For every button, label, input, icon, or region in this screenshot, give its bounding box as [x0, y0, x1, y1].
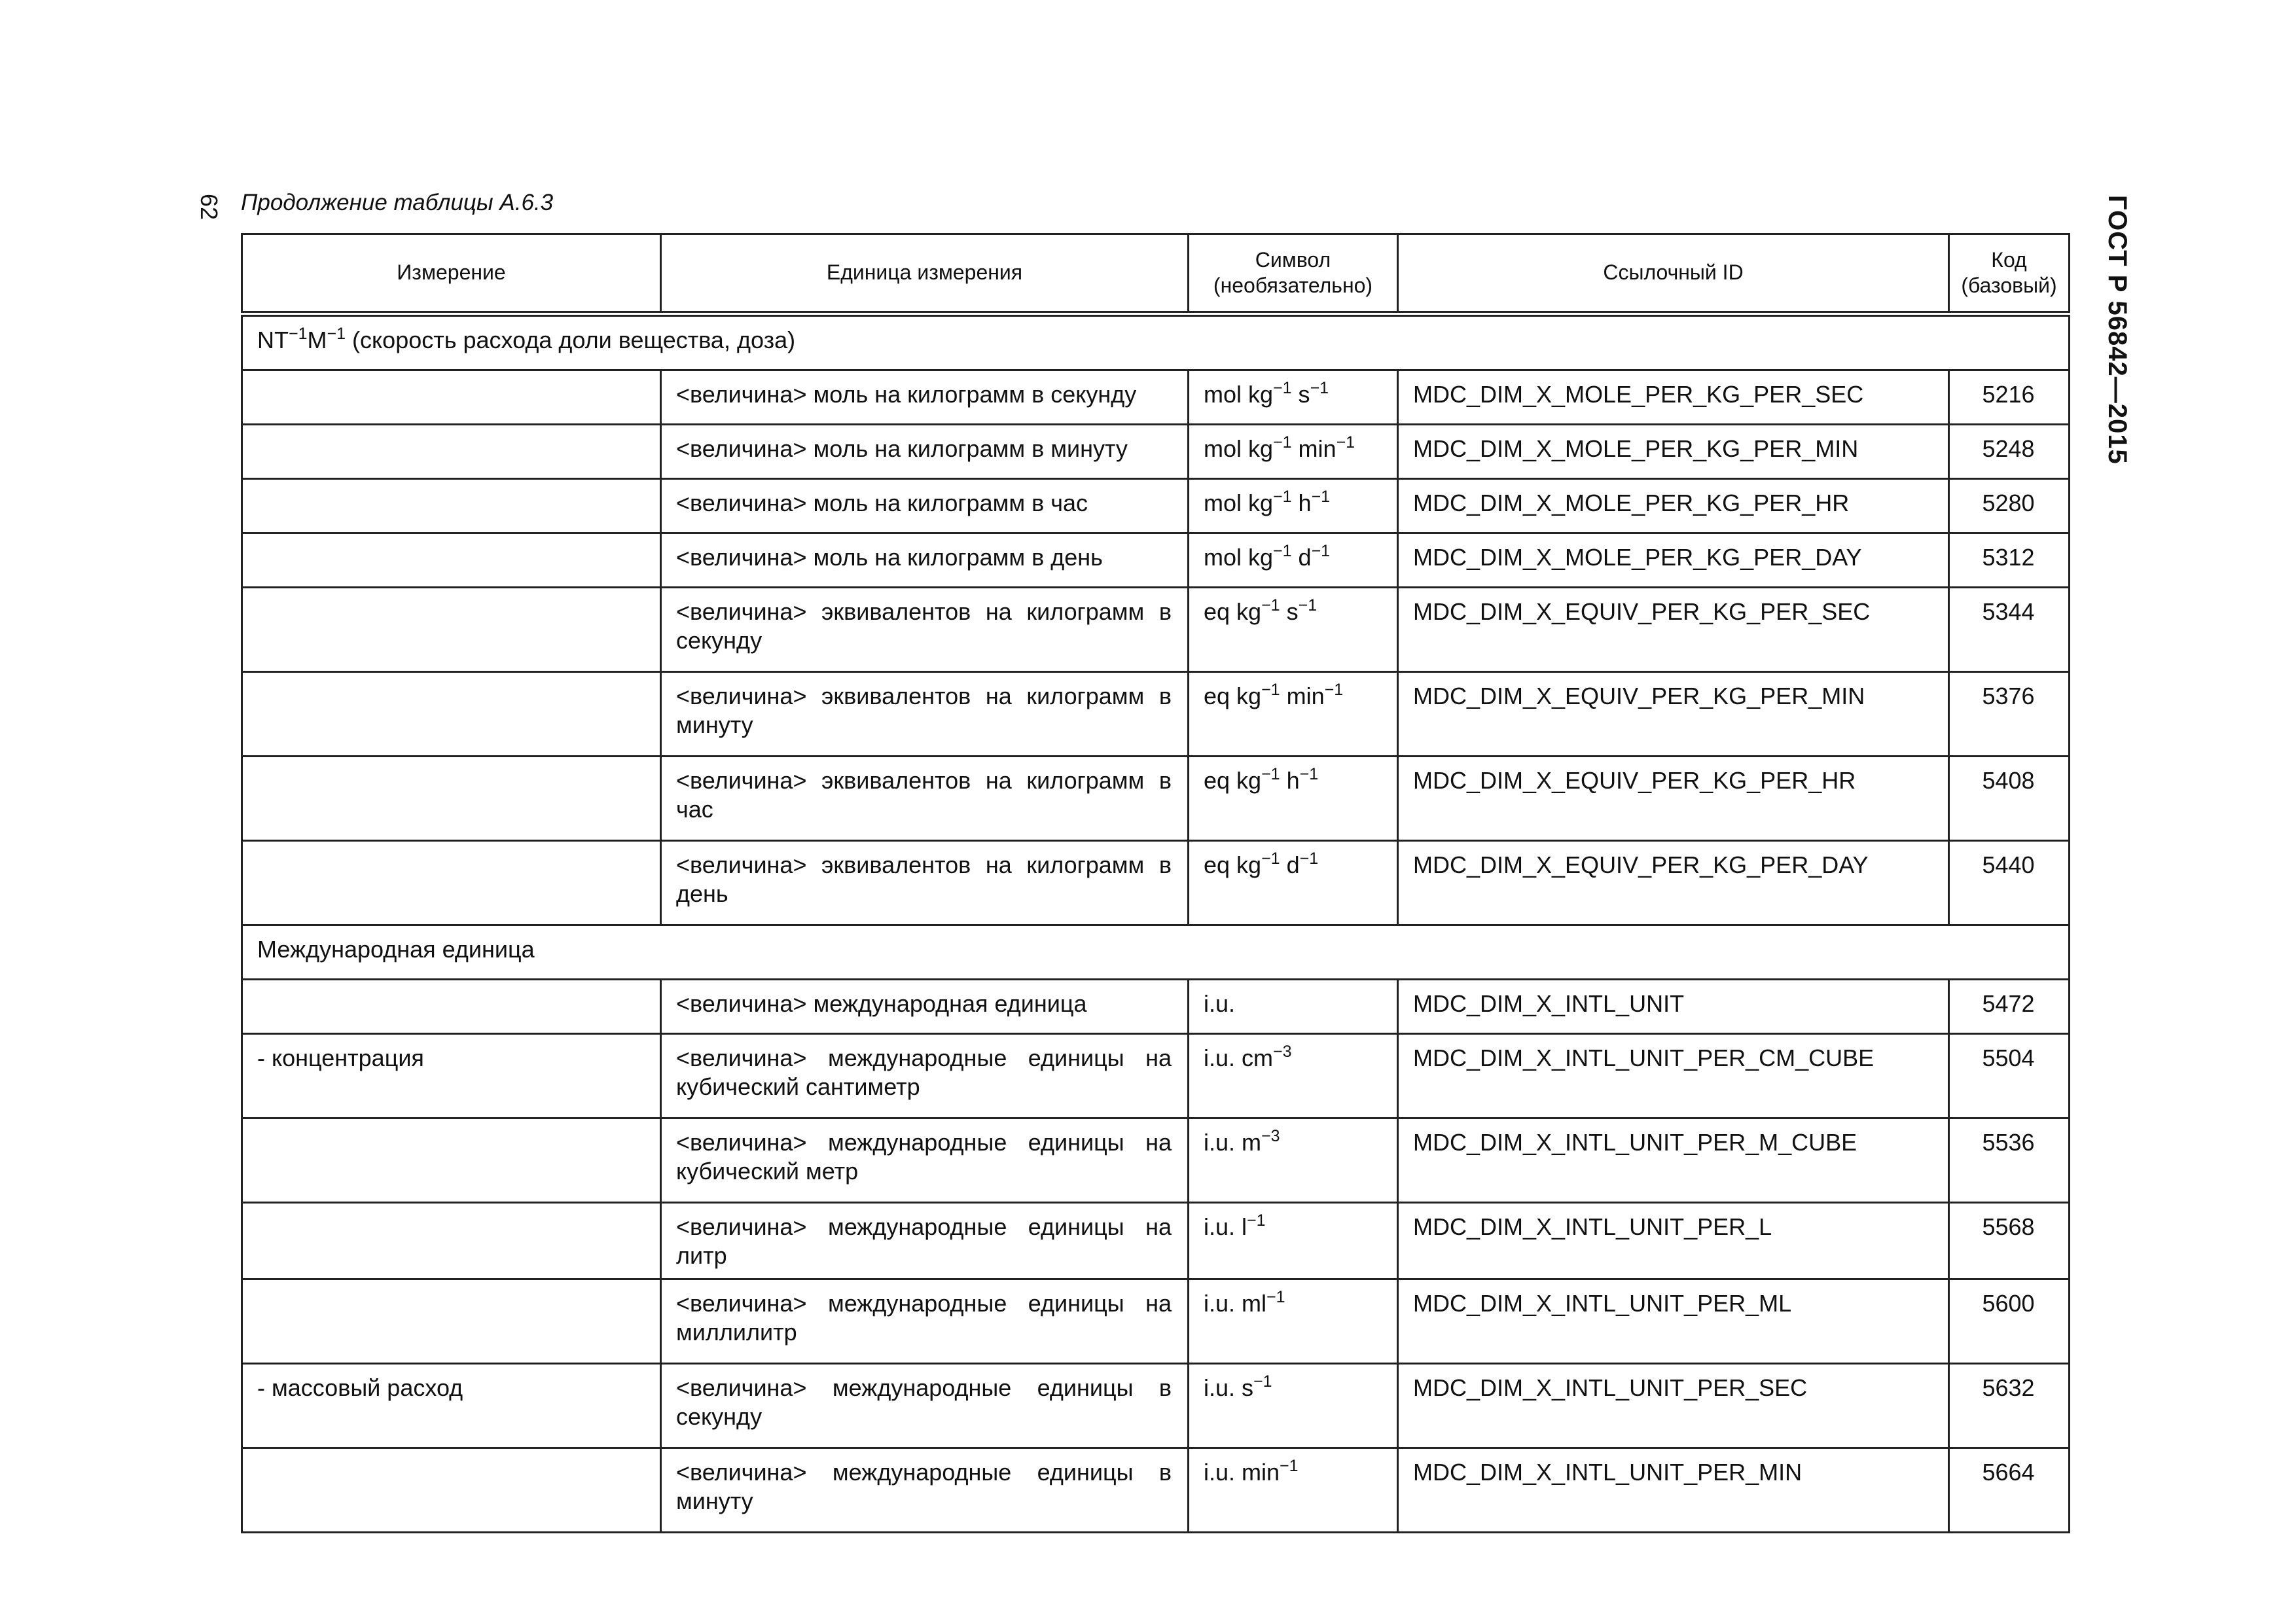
table-row	[242, 1118, 2070, 1203]
cell-ref-id: MDC_DIM_X_INTL_UNIT	[1398, 980, 1949, 1034]
cell-unit: <величина> международные единицы в секунду	[661, 1363, 1189, 1448]
header-code: Код (базовый)	[1949, 234, 2070, 314]
cell-code: 5280	[1949, 479, 2070, 533]
cell-code: 5248	[1949, 425, 2070, 479]
cell-ref-id: MDC_DIM_X_EQUIV_PER_KG_PER_HR	[1398, 757, 1949, 841]
group-row	[242, 314, 2070, 370]
table-row	[242, 1034, 2070, 1118]
cell-code: 5568	[1949, 1203, 2070, 1279]
table-row	[242, 1448, 2070, 1532]
cell-unit: <величина> моль на килограмм в минуту	[661, 425, 1189, 479]
cell-dimension: - массовый расход	[242, 1363, 661, 1448]
cell-code: 5216	[1949, 370, 2070, 425]
cell-code: 5408	[1949, 757, 2070, 841]
cell-dimension	[242, 980, 661, 1034]
cell-symbol: i.u. $s^{-1}$	[1189, 1363, 1398, 1448]
cell-symbol: i.u. $\min^{-1}$	[1189, 1448, 1398, 1532]
table-row	[242, 588, 2070, 672]
cell-dimension	[242, 479, 661, 533]
cell-ref-id: MDC_DIM_X_INTL_UNIT_PER_SEC	[1398, 1363, 1949, 1448]
units-table	[241, 233, 2070, 1533]
cell-code: 5504	[1949, 1034, 2070, 1118]
cell-dimension: - концентрация	[242, 1034, 661, 1118]
cell-ref-id: MDC_DIM_X_MOLE_PER_KG_PER_SEC	[1398, 370, 1949, 425]
cell-ref-id: MDC_DIM_X_EQUIV_PER_KG_PER_SEC	[1398, 588, 1949, 672]
cell-code: 5440	[1949, 841, 2070, 925]
cell-unit: <величина> международная единица	[661, 980, 1189, 1034]
cell-unit: <величина> моль на килограмм в день	[661, 533, 1189, 588]
cell-dimension	[242, 1448, 661, 1532]
table-row	[242, 757, 2070, 841]
cell-code: 5536	[1949, 1118, 2070, 1203]
cell-ref-id: MDC_DIM_X_EQUIV_PER_KG_PER_MIN	[1398, 672, 1949, 757]
cell-code: 5312	[1949, 533, 2070, 588]
cell-symbol: i.u. $l^{-1}$	[1189, 1203, 1398, 1279]
cell-symbol: eq $kg^{-1}$ $\min^{-1}$	[1189, 672, 1398, 757]
cell-unit: <величина> моль на килограмм в час	[661, 479, 1189, 533]
cell-symbol: eq $kg^{-1}$ $s^{-1}$	[1189, 588, 1398, 672]
cell-ref-id: MDC_DIM_X_INTL_UNIT_PER_ML	[1398, 1279, 1949, 1363]
cell-ref-id: MDC_DIM_X_INTL_UNIT_PER_MIN	[1398, 1448, 1949, 1532]
cell-dimension	[242, 370, 661, 425]
cell-dimension	[242, 672, 661, 757]
cell-ref-id: MDC_DIM_X_INTL_UNIT_PER_M_CUBE	[1398, 1118, 1949, 1203]
cell-symbol: i.u.	[1189, 980, 1398, 1034]
cell-ref-id: MDC_DIM_X_INTL_UNIT_PER_L	[1398, 1203, 1949, 1279]
cell-code: 5664	[1949, 1448, 2070, 1532]
cell-unit: <величина> моль на килограмм в секунду	[661, 370, 1189, 425]
table-row	[242, 425, 2070, 479]
table-body	[242, 314, 2070, 1533]
cell-ref-id: MDC_DIM_X_EQUIV_PER_KG_PER_DAY	[1398, 841, 1949, 925]
cell-unit: <величина> международные единицы на кубический сантиметр	[661, 1034, 1189, 1118]
cell-symbol: mol $kg^{-1}$ $h^{-1}$	[1189, 479, 1398, 533]
cell-dimension	[242, 533, 661, 588]
cell-ref-id: MDC_DIM_X_MOLE_PER_KG_PER_HR	[1398, 479, 1949, 533]
cell-unit: <величина> международные единицы на миллилитр	[661, 1279, 1189, 1363]
cell-code: 5632	[1949, 1363, 2070, 1448]
cell-symbol: mol $kg^{-1}$ $d^{-1}$	[1189, 533, 1398, 588]
group-title: $NT^{-1}M^{-1}$ (скорость расхода доли вещества, доза)	[242, 314, 2070, 370]
cell-code: 5600	[1949, 1279, 2070, 1363]
cell-unit: <величина> эквивалентов на килограмм в минуту	[661, 672, 1189, 757]
table-row	[242, 841, 2070, 925]
cell-symbol: mol $kg^{-1}$ $\min^{-1}$	[1189, 425, 1398, 479]
cell-dimension	[242, 1118, 661, 1203]
cell-symbol: eq $kg^{-1}$ $d^{-1}$	[1189, 841, 1398, 925]
cell-dimension	[242, 425, 661, 479]
cell-dimension	[242, 757, 661, 841]
standard-designation: ГОСТ Р 56842—2015	[2103, 195, 2132, 465]
header-row	[242, 234, 2070, 314]
cell-code: 5344	[1949, 588, 2070, 672]
table-row	[242, 1363, 2070, 1448]
header-unit: Единица измерения	[661, 234, 1189, 314]
cell-symbol: i.u. $ml^{-1}$	[1189, 1279, 1398, 1363]
table-row	[242, 479, 2070, 533]
table-row	[242, 980, 2070, 1034]
header-dimension: Измерение	[242, 234, 661, 314]
cell-unit: <величина> эквивалентов на килограмм в день	[661, 841, 1189, 925]
group-title: Международная единица	[242, 925, 2070, 980]
cell-dimension	[242, 1203, 661, 1279]
table-row	[242, 1279, 2070, 1363]
cell-unit: <величина> международные единицы в минуту	[661, 1448, 1189, 1532]
cell-unit: <величина> международные единицы на кубический метр	[661, 1118, 1189, 1203]
table-row	[242, 672, 2070, 757]
cell-code: 5376	[1949, 672, 2070, 757]
cell-dimension	[242, 588, 661, 672]
cell-symbol: i.u. $cm^{-3}$	[1189, 1034, 1398, 1118]
cell-unit: <величина> международные единицы на литр	[661, 1203, 1189, 1279]
cell-dimension	[242, 841, 661, 925]
table-row	[242, 533, 2070, 588]
cell-code: 5472	[1949, 980, 2070, 1034]
table-row	[242, 1203, 2070, 1279]
cell-unit: <величина> эквивалентов на килограмм в секунду	[661, 588, 1189, 672]
table-row	[242, 370, 2070, 425]
cell-symbol: eq $kg^{-1}$ $h^{-1}$	[1189, 757, 1398, 841]
cell-symbol: mol $kg^{-1}$ $s^{-1}$	[1189, 370, 1398, 425]
cell-ref-id: MDC_DIM_X_INTL_UNIT_PER_CM_CUBE	[1398, 1034, 1949, 1118]
table-caption: Продолжение таблицы А.6.3	[241, 190, 554, 215]
cell-ref-id: MDC_DIM_X_MOLE_PER_KG_PER_DAY	[1398, 533, 1949, 588]
page-number: 62	[196, 194, 223, 221]
group-row	[242, 925, 2070, 980]
header-ref-id: Ссылочный ID	[1398, 234, 1949, 314]
cell-dimension	[242, 1279, 661, 1363]
cell-ref-id: MDC_DIM_X_MOLE_PER_KG_PER_MIN	[1398, 425, 1949, 479]
header-symbol: Символ (необязательно)	[1189, 234, 1398, 314]
cell-unit: <величина> эквивалентов на килограмм в час	[661, 757, 1189, 841]
cell-symbol: i.u. $m^{-3}$	[1189, 1118, 1398, 1203]
